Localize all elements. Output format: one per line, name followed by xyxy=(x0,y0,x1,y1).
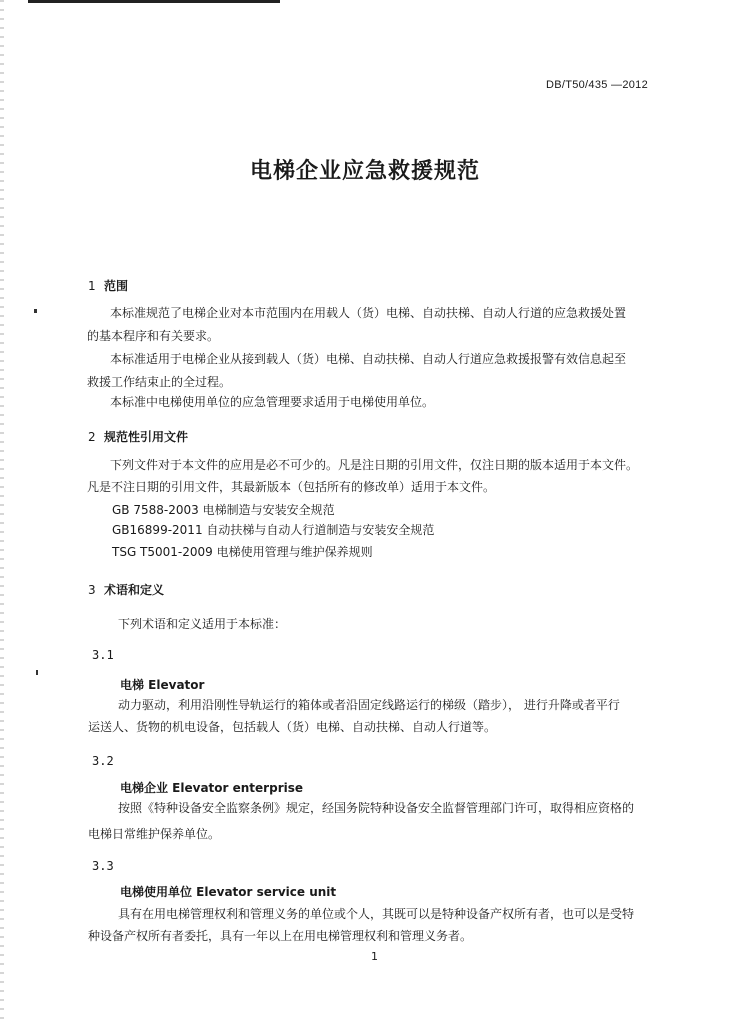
section-number: 2 xyxy=(88,430,96,444)
section-heading-scope xyxy=(88,277,128,294)
definition-line: 种设备产权所有者委托，具有一年以上在用电梯管理权利和管理义务者。 xyxy=(88,929,473,943)
section-heading-terms xyxy=(88,581,164,598)
entry-number: 3.2 xyxy=(92,754,114,768)
paragraph-line: 凡是不注日期的引用文件，其最新版本（包括所有的修改单）适用于本文件。 xyxy=(87,480,496,494)
scan-top-bar xyxy=(28,0,280,3)
scan-speck xyxy=(36,670,38,675)
scan-speck xyxy=(34,309,37,313)
term-title: 电梯企业 Elevator enterprise xyxy=(120,781,304,795)
paragraph-line: 本标准适用于电梯企业从接到载人（货）电梯、自动扶梯、自动人行道应急救援报警有效信息起至 xyxy=(110,352,627,366)
terms-intro: 下列术语和定义适用于本标准： xyxy=(118,617,287,631)
definition-line: 动力驱动，利用沿刚性导轨运行的箱体或者沿固定线路运行的梯级（踏步）， 进行升降或者平行 xyxy=(118,698,620,712)
term-title: 电梯 Elevator xyxy=(120,678,205,692)
definition-line: 运送人、货物的机电设备，包括载人（货）电梯、自动扶梯、自动人行道等。 xyxy=(88,720,497,734)
reference-item: GB 7588-2003 电梯制造与安装安全规范 xyxy=(112,503,335,517)
section-title: 术语和定义 xyxy=(104,583,165,597)
section-heading-normative xyxy=(88,428,188,445)
section-number: 1 xyxy=(88,279,96,293)
paragraph-line: 救援工作结束止的全过程。 xyxy=(87,375,232,389)
definition-line: 按照《特种设备安全监察条例》规定，经国务院特种设备安全监督管理部门许可，取得相应资格的 xyxy=(118,801,635,815)
paragraph-line: 本标准中电梯使用单位的应急管理要求适用于电梯使用单位。 xyxy=(110,395,435,409)
section-number: 3 xyxy=(88,583,96,597)
document-number: DB/T50/435 —2012 xyxy=(545,79,648,91)
paragraph-line: 下列文件对于本文件的应用是必不可少的。凡是注日期的引用文件，仅注日期的版本适用于本文件。 xyxy=(110,458,639,472)
section-title: 规范性引用文件 xyxy=(104,430,189,444)
reference-item: TSG T5001-2009 电梯使用管理与维护保养规则 xyxy=(112,545,373,559)
term-title: 电梯使用单位 Elevator service unit xyxy=(120,885,337,899)
page-number: 1 xyxy=(371,950,378,963)
definition-line: 电梯日常维护保养单位。 xyxy=(88,827,221,841)
paragraph-line: 的基本程序和有关要求。 xyxy=(87,329,220,343)
reference-item: GB16899-2011 自动扶梯与自动人行道制造与安装安全规范 xyxy=(112,523,435,537)
entry-number: 3.3 xyxy=(92,859,114,873)
definition-line: 具有在用电梯管理权利和管理义务的单位或个人，其既可以是特种设备产权所有者，也可以是受特 xyxy=(118,907,635,921)
paragraph-line: 本标准规范了电梯企业对本市范围内在用载人（货）电梯、自动扶梯、自动人行道的应急救援处置 xyxy=(110,306,627,320)
entry-number: 3.1 xyxy=(92,648,114,662)
document-title: 电梯企业应急救援规范 xyxy=(249,159,480,184)
section-title: 范围 xyxy=(104,279,129,293)
